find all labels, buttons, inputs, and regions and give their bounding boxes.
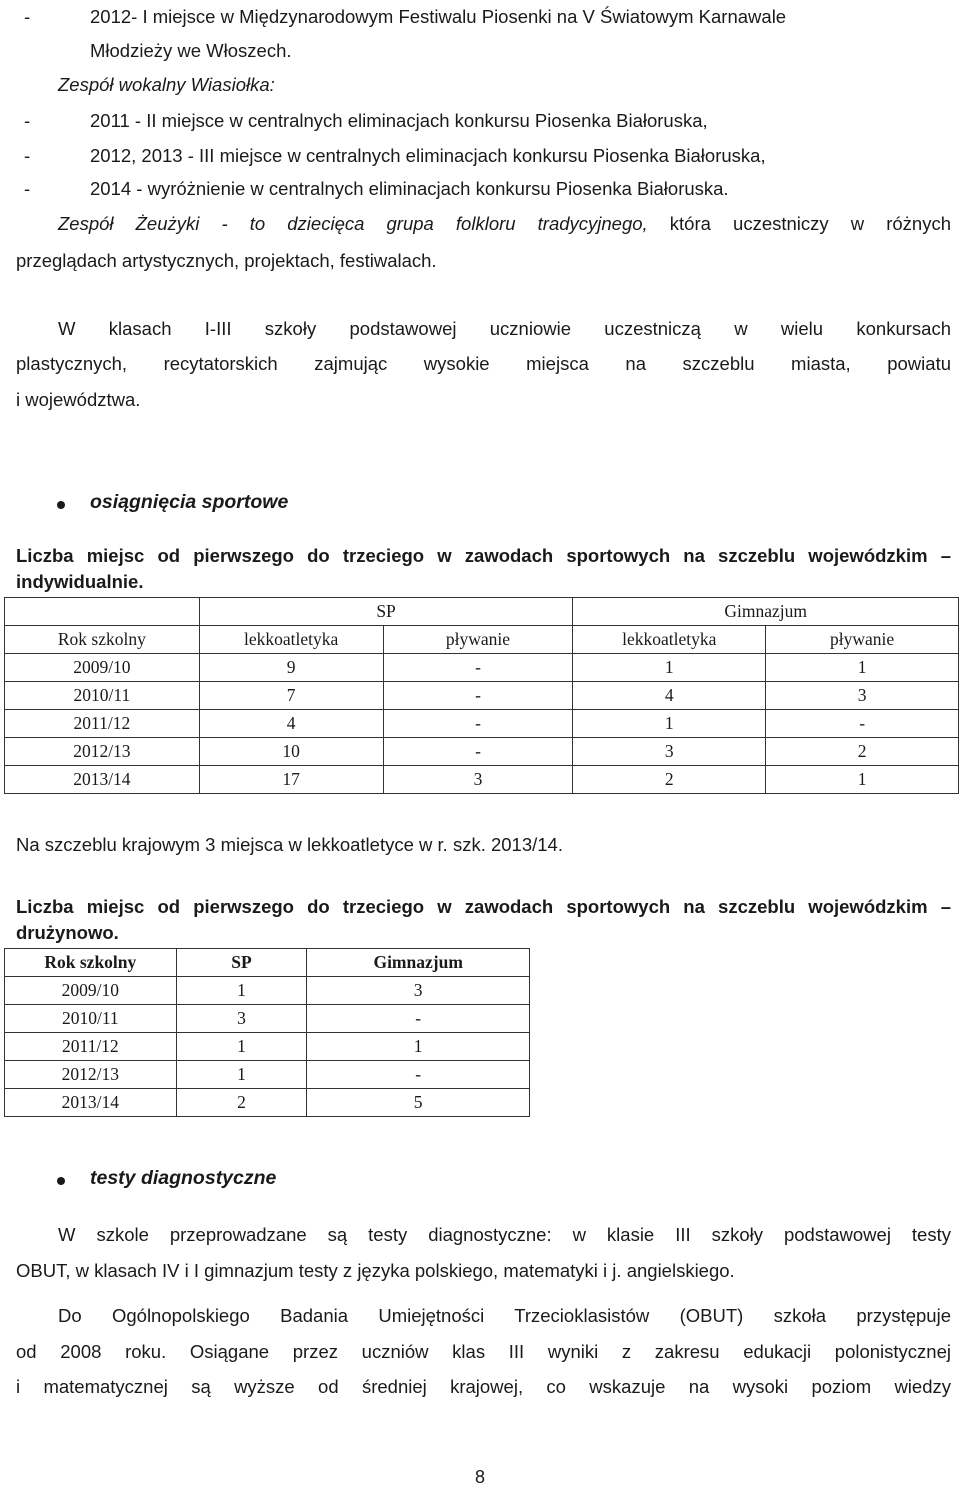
table-cell: 2009/10 [5,654,200,682]
table-cell: 3 [383,766,573,794]
team-results-table [4,948,530,1117]
indiv-caption-line-1: Liczba miejsc od pierwszego do trzeciego w zawodach sportowych na szczeblu wojewódzkim – [16,545,951,566]
column-header: Gimnazjum [307,949,530,977]
team-caption-line-2: drużynowo. [16,922,119,943]
table-cell: 2013/14 [5,1089,177,1117]
table-cell: 1 [766,654,959,682]
group-header-gimnazjum: Gimnazjum [573,598,959,626]
table-cell: 5 [307,1089,530,1117]
table-cell: 3 [766,682,959,710]
klasy-line-2: plastycznych, recytatorskich zajmując wysokie miejsca na szczeblu miasta, powiatu [16,353,951,374]
table-row [5,949,530,977]
table-cell: 4 [199,710,383,738]
zeuzyki-italic: Zespół Żeużyki - to dziecięca grupa folkloru tradycyjnego, [58,213,648,234]
table-cell: 7 [199,682,383,710]
wiasiolka-item: 2011 - II miejsce w centralnych eliminacjach konkursu Piosenka Białoruska, [90,110,708,131]
table-cell: 2009/10 [5,977,177,1005]
table-cell: 9 [199,654,383,682]
festival-item: 2012- I miejsce w Międzynarodowym Festiwalu Piosenki na V Światowym Karnawale [90,6,787,27]
dash-marker: - [24,145,31,166]
bullet-icon [57,1177,65,1185]
tests-heading: testy diagnostyczne [90,1167,277,1189]
page-number: 8 [474,1467,485,1487]
table-row [5,598,959,626]
wiasiolka-title: Zespół wokalny Wiasiołka: [58,74,275,95]
table-cell: 1 [176,977,307,1005]
tests-p1-line-1: W szkole przeprowadzane są testy diagnostyczne: w klasie III szkoły podstawowej testy [58,1224,951,1245]
table-cell: 1 [307,1033,530,1061]
table-row [5,738,959,766]
sport-heading: osiągnięcia sportowe [90,491,289,513]
table-row [5,1033,530,1061]
indiv-caption-line-2: indywidualnie. [16,571,144,592]
table-cell: 2012/13 [5,1061,177,1089]
dash-marker: - [24,6,31,27]
table-cell: 2010/11 [5,682,200,710]
table-cell: 2010/11 [5,1005,177,1033]
wiasiolka-item: 2014 - wyróżnienie w centralnych eliminacjach konkursu Piosenka Białoruska. [90,178,729,199]
table-cell: - [307,1005,530,1033]
column-header: pływanie [383,626,573,654]
zeuzyki-line-2: przeglądach artystycznych, projektach, festiwalach. [16,250,437,271]
table-cell: - [383,682,573,710]
table-cell: - [307,1061,530,1089]
group-header-sp: SP [199,598,573,626]
bullet-icon [57,501,65,509]
table-row [5,654,959,682]
column-header: lekkoatletyka [573,626,766,654]
table-cell: 2012/13 [5,738,200,766]
table-cell: 1 [176,1061,307,1089]
tests-p2-line-3: i matematycznej są wyższe od średniej krajowej, co wskazuje na wysoki poziom wiedzy [16,1376,951,1397]
table-cell: 2013/14 [5,766,200,794]
tests-p2-line-1: Do Ogólnopolskiego Badania Umiejętności Trzecioklasistów (OBUT) szkoła przystępuje [58,1305,951,1326]
column-header: Rok szkolny [5,949,177,977]
table-cell: 1 [176,1033,307,1061]
zeuzyki-line [58,213,951,235]
team-caption-line-1: Liczba miejsc od pierwszego do trzeciego w zawodach sportowych na szczeblu wojewódzkim – [16,896,951,917]
column-header: lekkoatletyka [199,626,383,654]
table-cell: 2011/12 [5,710,200,738]
table-row [5,1005,530,1033]
table-row [5,626,959,654]
table-cell: 2 [176,1089,307,1117]
table-cell: 2011/12 [5,1033,177,1061]
table-cell: 1 [573,654,766,682]
table-cell: 2 [766,738,959,766]
column-header: pływanie [766,626,959,654]
table-cell: 3 [176,1005,307,1033]
national-note: Na szczeblu krajowym 3 miejsca w lekkoatletyce w r. szk. 2013/14. [16,834,563,855]
table-row [5,766,959,794]
table-row [5,977,530,1005]
table-cell: 3 [573,738,766,766]
dash-marker: - [24,110,31,131]
table-cell: 4 [573,682,766,710]
table-cell: - [383,738,573,766]
table-row [5,1089,530,1117]
festival-item-continued: Młodzieży we Włoszech. [90,40,292,61]
wiasiolka-item: 2012, 2013 - III miejsce w centralnych eliminacjach konkursu Piosenka Białoruska, [90,145,766,166]
table-cell: 2 [573,766,766,794]
klasy-line-1: W klasach I-III szkoły podstawowej uczniowie uczestniczą w wielu konkursach [58,318,951,339]
table-cell: 17 [199,766,383,794]
table-row [5,1061,530,1089]
individual-results-table [4,597,959,794]
tests-p2-line-2: od 2008 roku. Osiągane przez uczniów klas III wyniki z zakresu edukacji polonistycznej [16,1341,951,1362]
zeuzyki-rest: która uczestniczy w różnych [669,213,951,234]
table-cell: 1 [573,710,766,738]
klasy-line-3: i województwa. [16,389,141,410]
column-header: SP [176,949,307,977]
column-header: Rok szkolny [5,626,200,654]
table-row [5,710,959,738]
table-cell: - [766,710,959,738]
dash-marker: - [24,178,31,199]
table-cell: 1 [766,766,959,794]
table-cell: - [383,710,573,738]
table-cell: - [383,654,573,682]
table-cell: 10 [199,738,383,766]
table-row [5,682,959,710]
tests-p1-line-2: OBUT, w klasach IV i I gimnazjum testy z języka polskiego, matematyki i j. angielskiego. [16,1260,735,1281]
table-cell: 3 [307,977,530,1005]
table-cell [5,598,200,626]
